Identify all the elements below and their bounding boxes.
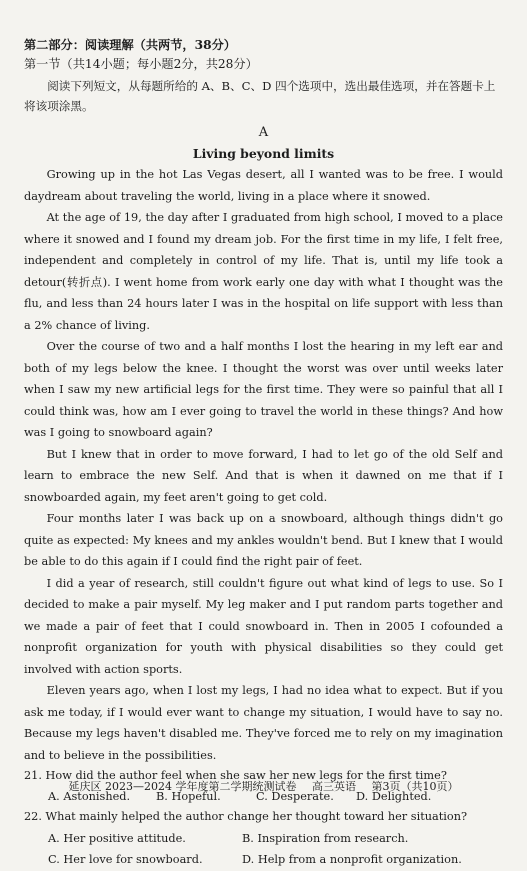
paragraph: Growing up in the hot Las Vegas desert, all I wanted was to be free. I would daydream about traveling the world, living in a place where it snowed.	[24, 168, 503, 203]
question-22	[24, 807, 503, 871]
paragraph: Over the course of two and a half months I lost the hearing in my left ear and both of my legs below the knee. I thought the worst was over until weeks later when I saw my new artificial legs for the first time. They were so painful that all I could think was, how am I ever going to travel the world in these things? And how was I going to snowboard again?	[24, 340, 503, 439]
option-c: C. Desperate.	[256, 789, 334, 803]
options-row	[24, 849, 503, 871]
instruction: 阅读下列短文，从每题所给的 A、B、C、D 四个选项中，选出最佳选项，并在答题卡上将该项涂黑。	[24, 79, 496, 113]
option-a: A. Her positive attitude.	[48, 831, 186, 845]
options-row	[24, 828, 503, 850]
section-title: 第一节（共14小题；每小题2分，共28分）	[24, 57, 258, 71]
option-d: D. Help from a nonprofit organization.	[242, 853, 462, 866]
option-c: C. Her love for snowboard.	[48, 853, 203, 866]
footer-subject: 高三英语	[311, 780, 356, 793]
footer-exam: 延庆区 2023—2024 学年度第二学期统测试卷	[68, 780, 297, 793]
question-stem: 21. How did the author feel when she saw her new legs for the first time?	[24, 769, 447, 782]
part-title: 第二部分：阅读理解（共两节，38分）	[24, 38, 236, 52]
footer-page: 第3页（共10页）	[371, 780, 459, 793]
paragraph: Eleven years ago, when I lost my legs, I had no idea what to expect. But if you ask me today, if I would ever want to change my situation, I would have to say no. Because my legs haven't disabled me. They've forced me to rely on my imagination and to believe in the possibilities.	[24, 684, 503, 762]
option-b: B. Hopeful.	[156, 789, 221, 803]
option-d: D. Delighted.	[356, 789, 432, 803]
option-b: B. Inspiration from research.	[242, 831, 409, 845]
passage-body	[24, 164, 503, 766]
option-a: A. Astonished.	[48, 789, 131, 803]
paragraph: At the age of 19, the day after I graduated from high school, I moved to a place where it snowed and I found my dream job. For the first time in my life, I felt free, independent and completely in control of my life. That is, until my life took a detour(转折点). I went home from work early one day with what I thought was the flu, and less than 24 hours later I was in the hospital on life support with less than a 2% chance of living.	[24, 211, 503, 332]
question-stem: 22. What mainly helped the author change her thought toward her situation?	[24, 810, 468, 823]
page-footer	[0, 778, 527, 794]
paragraph: But I knew that in order to move forward, I had to let go of the old Self and learn to embrace the new Self. And that is when it dawned on me that if I snowboarded again, my feet aren't going to get cold.	[24, 447, 503, 504]
passage-title: Living beyond limits	[192, 146, 335, 161]
passage-letter: A	[258, 125, 269, 140]
paragraph: Four months later I was back up on a snowboard, although things didn't go quite as expected: My knees and my ankles wouldn't bend. But I knew that I would be able to do this again if I could find the right pair of feet.	[24, 512, 503, 568]
paragraph: I did a year of research, still couldn't figure out what kind of legs to use. So I decided to make a pair myself. My leg maker and I put random parts together and we made a pair of feet that I could snowboard in. Then in 2005 I cofounded a nonprofit organization for youth with physical disabilities so they could get involved with action sports.	[24, 576, 503, 676]
